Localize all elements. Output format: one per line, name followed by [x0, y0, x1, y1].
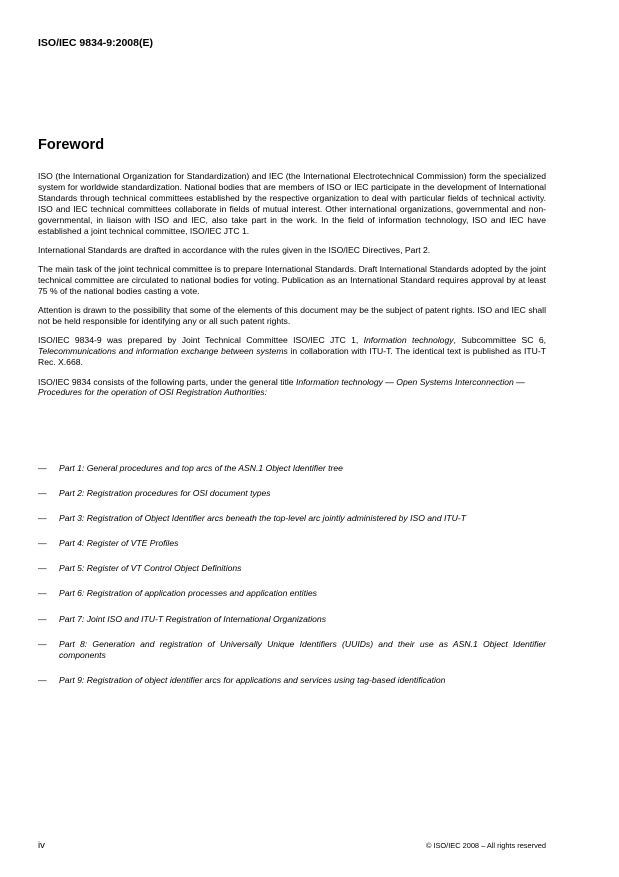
text-run: ISO/IEC 9834 consists of the following parts, under the general title — [38, 376, 296, 387]
copyright-notice: © ISO/IEC 2008 – All rights reserved — [425, 841, 546, 850]
paragraph: ISO (the International Organization for Standardization) and IEC (the International Electrotechnical Commission) form the specialized system for worldwide standardization. National bodies that are members of ISO or IEC participate in the development of International Standards through technical committees established by the respective organization to deal with particular fields of technical activity. ISO and IEC technical committees collaborate in fields of mutual interest. Other international organizations, governmental and non-governmental, in liaison with ISO and IEC, also take part in the work. In the field of information technology, ISO and IEC have established a joint technical committee, ISO/IEC JTC 1. — [38, 171, 546, 236]
italic-title: Information technology — [363, 335, 454, 346]
list-item-text: Part 3: Registration of Object Identifier arcs beneath the top-level arc jointly administered by ISO and ITU-T — [59, 513, 466, 524]
dash-marker: — — [38, 463, 47, 473]
list-item — [38, 488, 546, 499]
dash-marker: — — [38, 513, 47, 524]
list-item-text: Part 8: Generation and registration of Universally Unique Identifiers (UUIDs) and their use as ASN.1 Object Identifier components — [59, 638, 546, 660]
text-run: , Subcommittee SC 6, — [453, 335, 546, 346]
list-item-text: Part 1: General procedures and top arcs of the ASN.1 Object Identifier tree — [59, 463, 343, 473]
list-item — [38, 563, 546, 574]
dash-marker: — — [38, 538, 47, 549]
list-item-text: Part 5: Register of VT Control Object Definitions — [59, 563, 242, 574]
document-id: ISO/IEC 9834-9:2008(E) — [38, 37, 153, 49]
list-item — [38, 614, 546, 625]
parts-list — [38, 463, 546, 700]
list-item — [38, 538, 546, 549]
paragraph: International Standards are drafted in accordance with the rules given in the ISO/IEC Directives, Part 2. — [38, 244, 431, 255]
list-item-text: Part 7: Joint ISO and ITU-T Registration of International Organizations — [59, 613, 327, 624]
dash-marker: — — [38, 488, 47, 499]
page-number: iv — [38, 840, 45, 851]
paragraph: The main task of the joint technical committee is to prepare International Standards. Draft International Standards adopted by the joint technical committee are circulated to national bodies for voting. Publication as an International Standard requires approval by at least 75 % of the national bodies casting a vote. — [38, 264, 546, 296]
italic-title: Information technology — Open Systems Interconnection — Procedures for the operation of OSI Registration Authorities: — [38, 376, 525, 398]
dash-marker: — — [38, 674, 47, 685]
dash-marker: — — [38, 588, 47, 599]
section-title: Foreword — [38, 137, 105, 153]
list-item — [38, 639, 546, 661]
text-run: ISO/IEC 9834-9 was prepared by Joint Technical Committee ISO/IEC JTC 1, — [38, 335, 364, 346]
dash-marker: — — [38, 563, 47, 574]
dash-marker: — — [38, 613, 47, 624]
list-item-text: Part 2: Registration procedures for OSI document types — [59, 488, 271, 499]
list-item — [38, 463, 546, 474]
dash-marker: — — [38, 638, 47, 649]
italic-title: Telecommunications and information exchange between systems — [38, 346, 288, 357]
foreword-body — [38, 171, 546, 407]
list-item — [38, 675, 546, 686]
paragraph — [38, 377, 546, 399]
list-item-text: Part 9: Registration of object identifier arcs for applications and services using tag-based identification — [59, 674, 446, 685]
list-item-text: Part 6: Registration of application processes and application entities — [59, 588, 317, 599]
list-item — [38, 588, 546, 599]
paragraph — [38, 335, 546, 368]
text-run: in collaboration with ITU-T. The identical text is published as ITU-T Rec. X.668. — [38, 346, 546, 368]
list-item-text: Part 4: Register of VTE Profiles — [59, 538, 179, 549]
paragraph: Attention is drawn to the possibility that some of the elements of this document may be the subject of patent rights. ISO and IEC shall not be held responsible for identifying any or all such patent rights. — [38, 305, 546, 327]
list-item — [38, 513, 546, 524]
